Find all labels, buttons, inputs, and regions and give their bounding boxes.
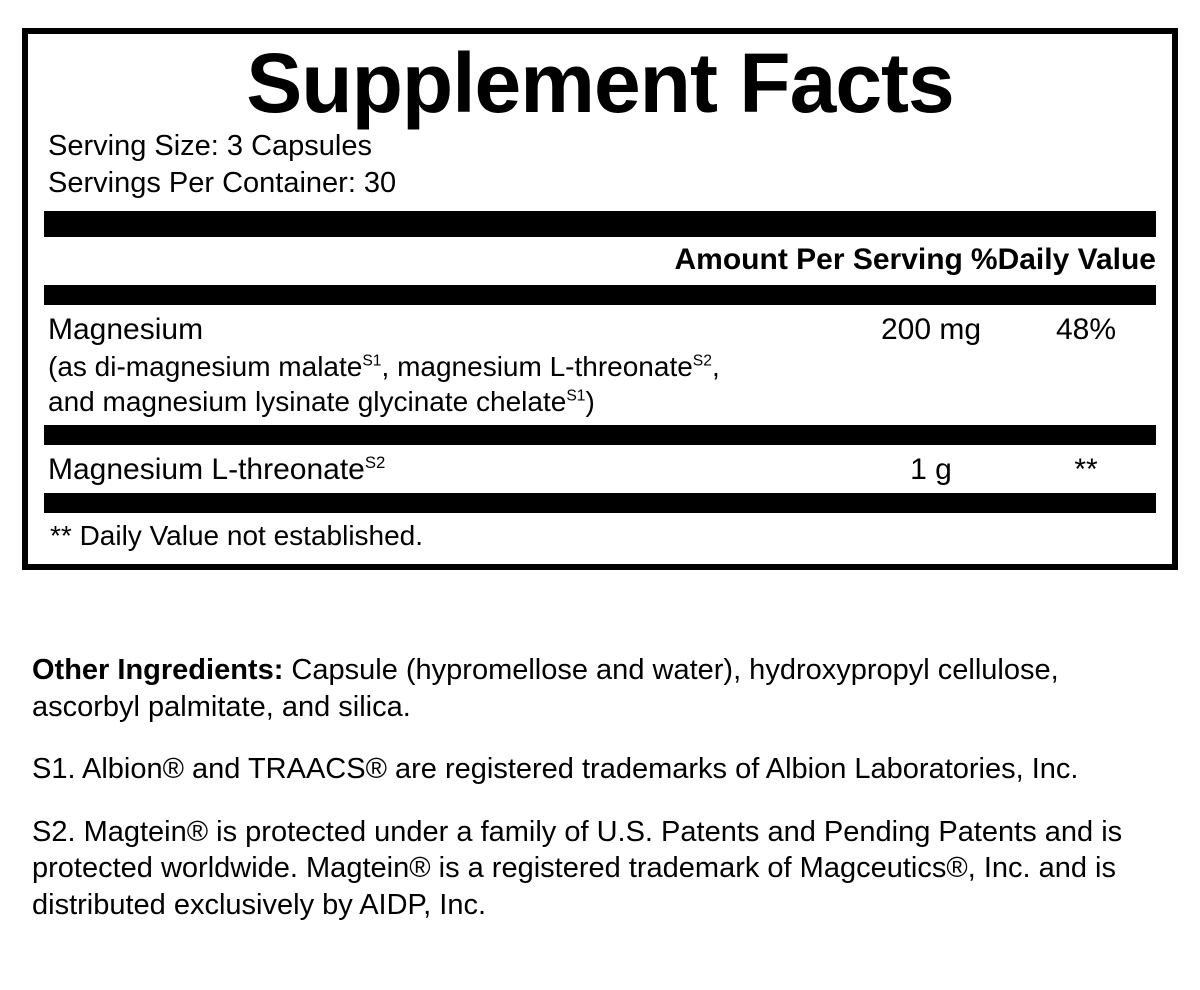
source-text-1b: , magnesium L-threonate [381, 351, 693, 383]
servings-per-container: Servings Per Container: 30 [48, 166, 397, 199]
nutrient-amount-magnesium: 200 mg [880, 313, 982, 347]
other-ingredients-text: Capsule (hypromellose and water), hydroxypropyl cellulose, ascorbyl palmitate, and silica. [32, 654, 1059, 723]
nutrient-amount-l-threonate: 1 g [910, 453, 952, 487]
header-daily-value: %Daily Value [970, 243, 1156, 277]
footnote-s1: S1. Albion® and TRAACS® are registered trademarks of Albion Laboratories, Inc. [32, 753, 1079, 786]
divider-above-footnote [44, 493, 1156, 513]
nutrient-label-text: Magnesium L-threonate [48, 453, 365, 487]
nutrient-name-magnesium: Magnesium [48, 313, 204, 347]
nutrient-sup-s2: S2 [364, 453, 386, 473]
supplement-facts-panel [22, 28, 1178, 570]
label-footer-text [32, 652, 1172, 923]
other-ingredients [32, 652, 1172, 725]
source-text-1a: (as di-magnesium malate [48, 351, 363, 383]
other-ingredients-label: Other Ingredients: [32, 654, 284, 686]
divider-thick-top [44, 211, 1156, 237]
divider-between-rows [44, 425, 1156, 445]
nutrient-name-magnesium-l-threonate [44, 453, 846, 487]
serving-size: Serving Size: 3 Capsules [48, 129, 372, 162]
nutrient-dv-magnesium: 48% [1055, 313, 1117, 347]
source-text-2a: and magnesium lysinate glycinate chelate [48, 386, 567, 418]
daily-value-footnote: ** Daily Value not established. [50, 520, 424, 552]
source-text-1c: , [711, 351, 720, 383]
source-sup-1: S1 [362, 353, 382, 371]
column-headers [44, 237, 1156, 279]
footnote-s2: S2. Magtein® is protected under a family of U.S. Patents and Pending Patents and is protected worldwide. Magtein® is a registered trademark of Magceutics®, Inc. and is distributed exclusively by AIDP, Inc. [32, 815, 1123, 921]
table-row [44, 305, 1156, 347]
divider-under-headers [44, 285, 1156, 305]
source-sup-3: S1 [566, 388, 586, 406]
page-title: Supplement Facts [246, 36, 954, 130]
source-text-2b: ) [585, 386, 595, 418]
table-row [44, 445, 1156, 487]
header-amount-per-serving: Amount Per Serving [674, 243, 963, 277]
serving-info [48, 128, 1156, 202]
nutrient-source-description [44, 347, 1156, 419]
nutrient-dv-l-threonate: ** [1074, 453, 1098, 487]
source-sup-2: S2 [692, 353, 712, 371]
